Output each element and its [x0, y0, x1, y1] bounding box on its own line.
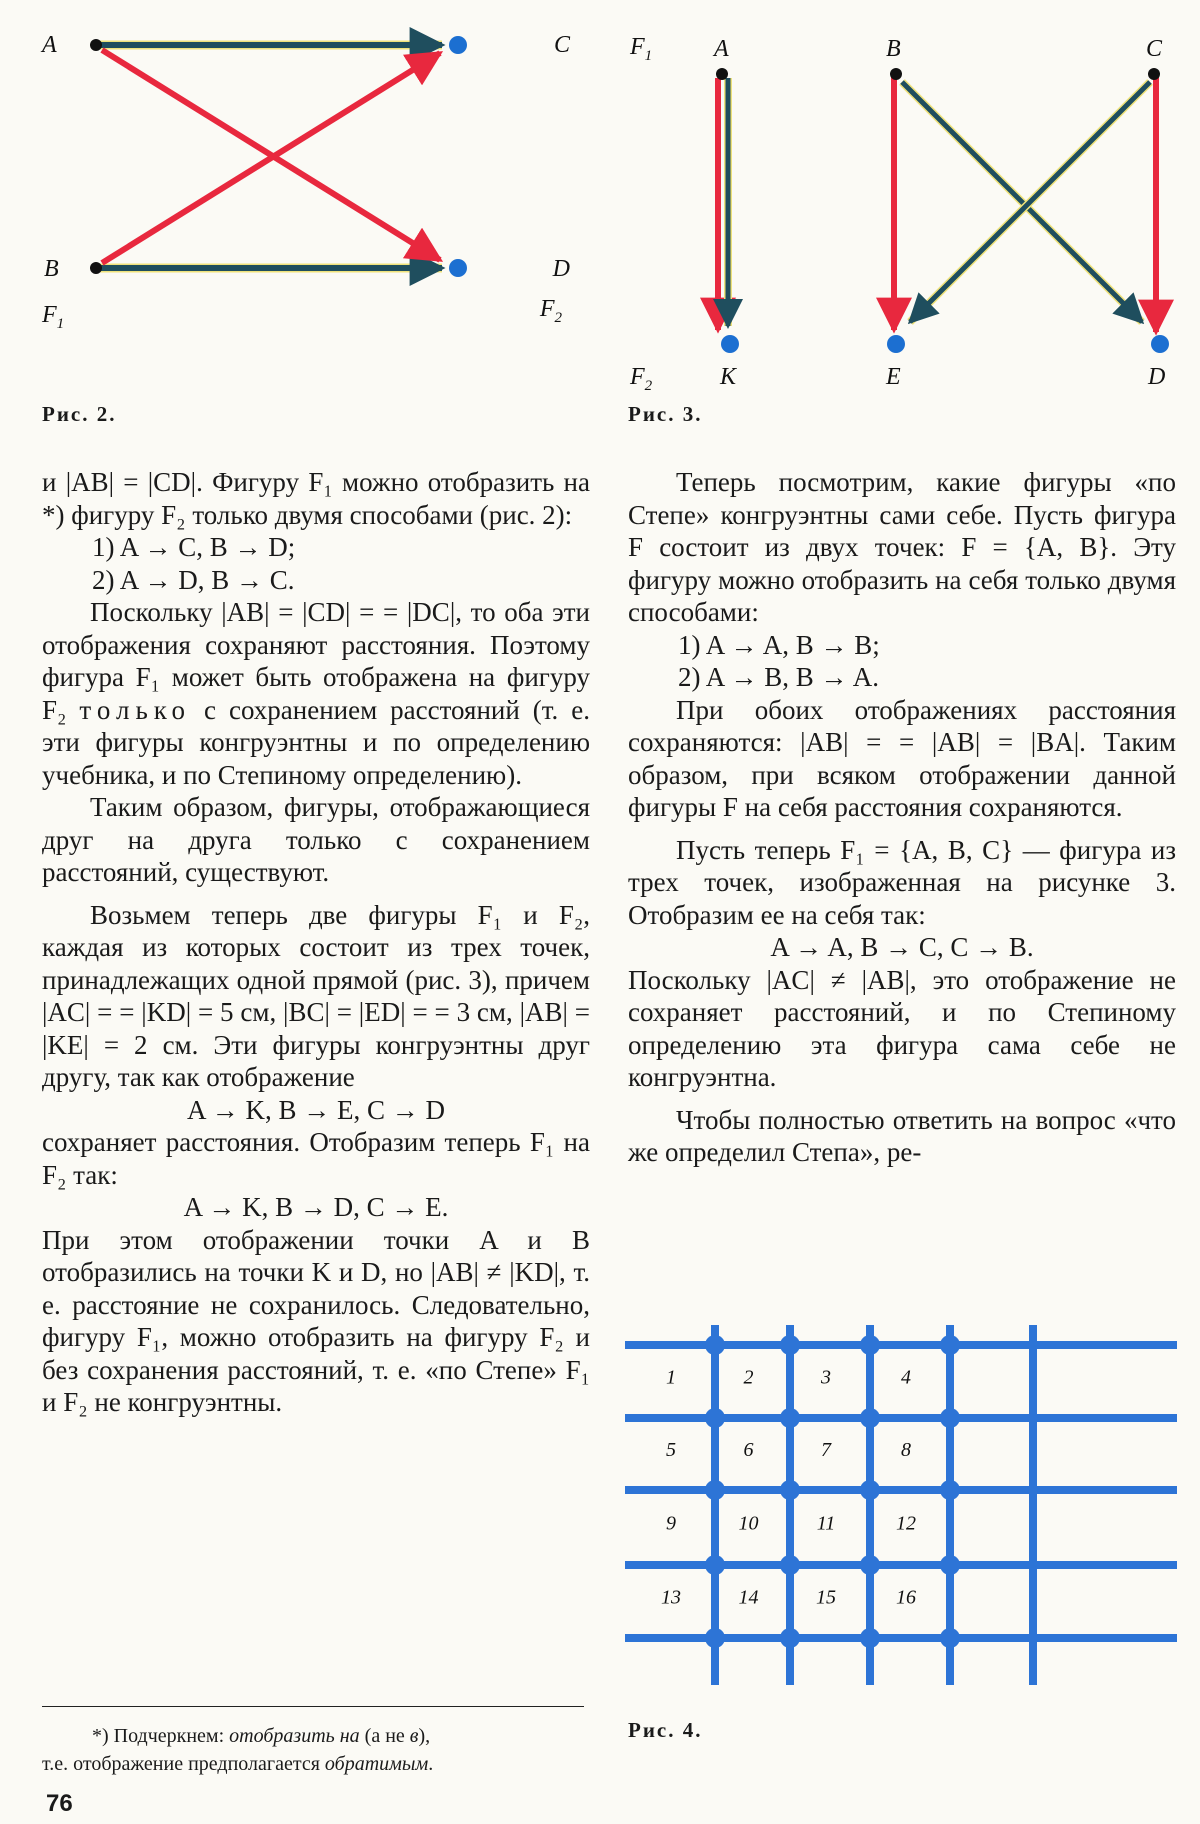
- fig4-node: [705, 1335, 725, 1355]
- fig2-point-d: [449, 259, 467, 277]
- fig4-node: [780, 1408, 800, 1428]
- fig4-node: [705, 1555, 725, 1575]
- fig4-cell-label: 10: [738, 1512, 759, 1535]
- fig2-point-b: [90, 262, 102, 274]
- fig3-label-d: D: [1148, 364, 1166, 390]
- left-p2: Поскольку |AB| = |CD| = = |DC|, то оба эти отображения сохраняют расстояния. Поэтому фигура F₁ может быть отображена на фигуру F₂ только с сохранением расстояний (т. е. эти фигуры конгруэнтны и по определению учебника, и по Степиному определению).: [42, 597, 591, 790]
- fig4-cell-label: 16: [896, 1586, 916, 1609]
- right-list-1: 1) A → A, B → B;: [678, 629, 880, 660]
- fig2-point-c: [449, 36, 467, 54]
- fig4-cell-label: 5: [666, 1439, 676, 1461]
- fig2-caption: Рис. 2.: [42, 402, 117, 426]
- fig3-label-e: E: [886, 364, 901, 390]
- fig4-cell-label: 4: [901, 1366, 911, 1389]
- left-list-2: 2) A → D, B → C.: [92, 564, 295, 595]
- fig4-cell-label: 7: [821, 1439, 831, 1461]
- left-list-1: 1) A → C, B → D;: [92, 532, 296, 562]
- fig4-grid: [625, 1325, 1177, 1690]
- fig2-label-d: D: [552, 256, 570, 282]
- fig3-point-e: [887, 335, 905, 353]
- fig4-cell-label: 13: [661, 1586, 681, 1609]
- fig3-label-a: A: [714, 36, 729, 62]
- fig4-cell-label: 6: [743, 1439, 754, 1461]
- emphasis-only: только: [79, 694, 192, 725]
- fig4-node: [940, 1555, 960, 1575]
- fig4-caption: Рис. 4.: [628, 1718, 703, 1742]
- left-formula-2: A → K, B → D, C → E.: [183, 1192, 449, 1222]
- fig3-label-f1: $F_1$: [630, 34, 653, 64]
- fig4-node: [860, 1480, 880, 1500]
- fig4-cell-label: 14: [738, 1586, 759, 1609]
- left-p6: При этом отображении точки A и B отобразились на точки K и D, но |AB| ≠ |KD|, т. е. расстояние не сохранилось. Следовательно, фигуру F₁, можно отобразить на фигуру F₂ и без сохранения расстояний, т. е. «по Степе» F₁ и F₂ не конгруэнтны.: [42, 1224, 590, 1417]
- right-list-2: 2) A → B, B → A.: [678, 662, 880, 692]
- fig4-cell-label: 2: [743, 1366, 754, 1389]
- fig2-label-b: B: [44, 256, 59, 282]
- fig4-node: [780, 1555, 800, 1575]
- left-formula-1: A → K, B → E, C → D: [186, 1094, 446, 1125]
- left-p5: сохраняет расстояния. Отобразим теперь F₁ на F₂ так:: [42, 1127, 590, 1190]
- left-p3: Таким образом, фигуры, отображающиеся друг на друга только с сохранением расстояний, существуют.: [42, 792, 590, 887]
- figure-4: [625, 1325, 1185, 1690]
- fig4-node: [940, 1628, 960, 1648]
- figure-3: [620, 30, 1180, 390]
- right-formula-1: A → A, B → C, C → B.: [770, 932, 1034, 962]
- fig3-point-a: [716, 68, 728, 80]
- fig2-point-a: [90, 39, 102, 51]
- right-column: [628, 466, 1176, 1169]
- fig3-label-b: B: [886, 36, 901, 62]
- footnote-rule: [42, 1706, 584, 1707]
- fig4-cell-label: 8: [901, 1439, 911, 1461]
- fig4-node: [940, 1480, 960, 1500]
- fig4-node: [705, 1408, 725, 1428]
- fig3-point-b: [890, 68, 902, 80]
- fig2-label-c: C: [553, 32, 570, 58]
- fig3-label-f2: $F_2$: [630, 364, 653, 390]
- left-column: [42, 466, 590, 1419]
- fig3-arrow-b-d: [902, 82, 1142, 322]
- fig4-cell-label: 9: [666, 1512, 676, 1535]
- page-number: 76: [46, 1790, 73, 1817]
- fig4-node: [860, 1555, 880, 1575]
- fig3-point-k: [721, 335, 739, 353]
- fig3-point-d: [1151, 335, 1169, 353]
- right-p3: Пусть теперь F₁ = {A, B, C} — фигура из трех точек, изображенная на рисунке 3. Отобразим ее на себя так:: [628, 834, 1176, 930]
- fig4-node: [860, 1628, 880, 1648]
- left-p1: и |AB| = |CD|. Фигуру F₁ можно отобразить на *) фигуру F₂ только двумя способами (рис. 2):: [42, 467, 590, 530]
- fig2-label-a: A: [42, 32, 57, 58]
- fig4-node: [860, 1408, 880, 1428]
- fig4-cell-label: 1: [666, 1366, 676, 1389]
- fig4-node: [780, 1628, 800, 1648]
- fig3-arrow-c-e: [910, 82, 1150, 322]
- right-p1: Теперь посмотрим, какие фигуры «по Степе» конгруэнтны сами себе. Пусть фигура F состоит из двух точек: F = {A, B}. Эту фигуру можно отобразить на себя только двумя способами:: [628, 467, 1176, 627]
- fig3-label-c: C: [1146, 36, 1163, 62]
- footnote: *) Подчеркнем: отобразить на (а не в), т.е. отображение предполагается обратимым.: [42, 1725, 434, 1775]
- fig3-caption: Рис. 3.: [628, 402, 703, 426]
- fig4-node: [780, 1335, 800, 1355]
- fig4-node: [780, 1480, 800, 1500]
- fig4-node: [705, 1628, 725, 1648]
- fig4-cell-label: 15: [816, 1586, 836, 1609]
- fig4-node: [705, 1480, 725, 1500]
- fig2-label-f1: $F_1$: [42, 302, 65, 332]
- fig3-label-k: K: [720, 364, 737, 390]
- fig4-cell-label: 3: [821, 1366, 831, 1389]
- figure-2: [30, 20, 590, 350]
- fig4-node: [940, 1408, 960, 1428]
- fig4-cell-label: 12: [896, 1512, 916, 1535]
- right-p2: При обоих отображениях расстояния сохраняются: |AB| = = |AB| = |BA|. Таким образом, при всяком отображении данной фигуры F на себя расстояния сохраняются.: [628, 694, 1176, 822]
- right-p5: Чтобы полностью ответить на вопрос «что же определил Степа», ре-: [628, 1104, 1176, 1167]
- fig4-node: [860, 1335, 880, 1355]
- left-p4: Возьмем теперь две фигуры F₁ и F₂, каждая из которых состоит из трех точек, принадлежащих одной прямой (рис. 3), причем |AC| = = |KD| = 5 см, |BC| = |ED| = = 3 см, |AB| = |KE| = 2 см. Эти фигуры конгруэнтны друг другу, так как отображение: [42, 899, 590, 1092]
- fig4-cell-label: 11: [816, 1512, 836, 1535]
- fig3-point-c: [1148, 68, 1160, 80]
- right-p4: Поскольку |AC| ≠ |AB|, это отображение не сохраняет расстояний, и по Степиному определению эта фигура сама себе не конгруэнтна.: [628, 964, 1176, 1092]
- fig2-label-f2: $F_2$: [539, 296, 562, 326]
- fig4-node: [940, 1335, 960, 1355]
